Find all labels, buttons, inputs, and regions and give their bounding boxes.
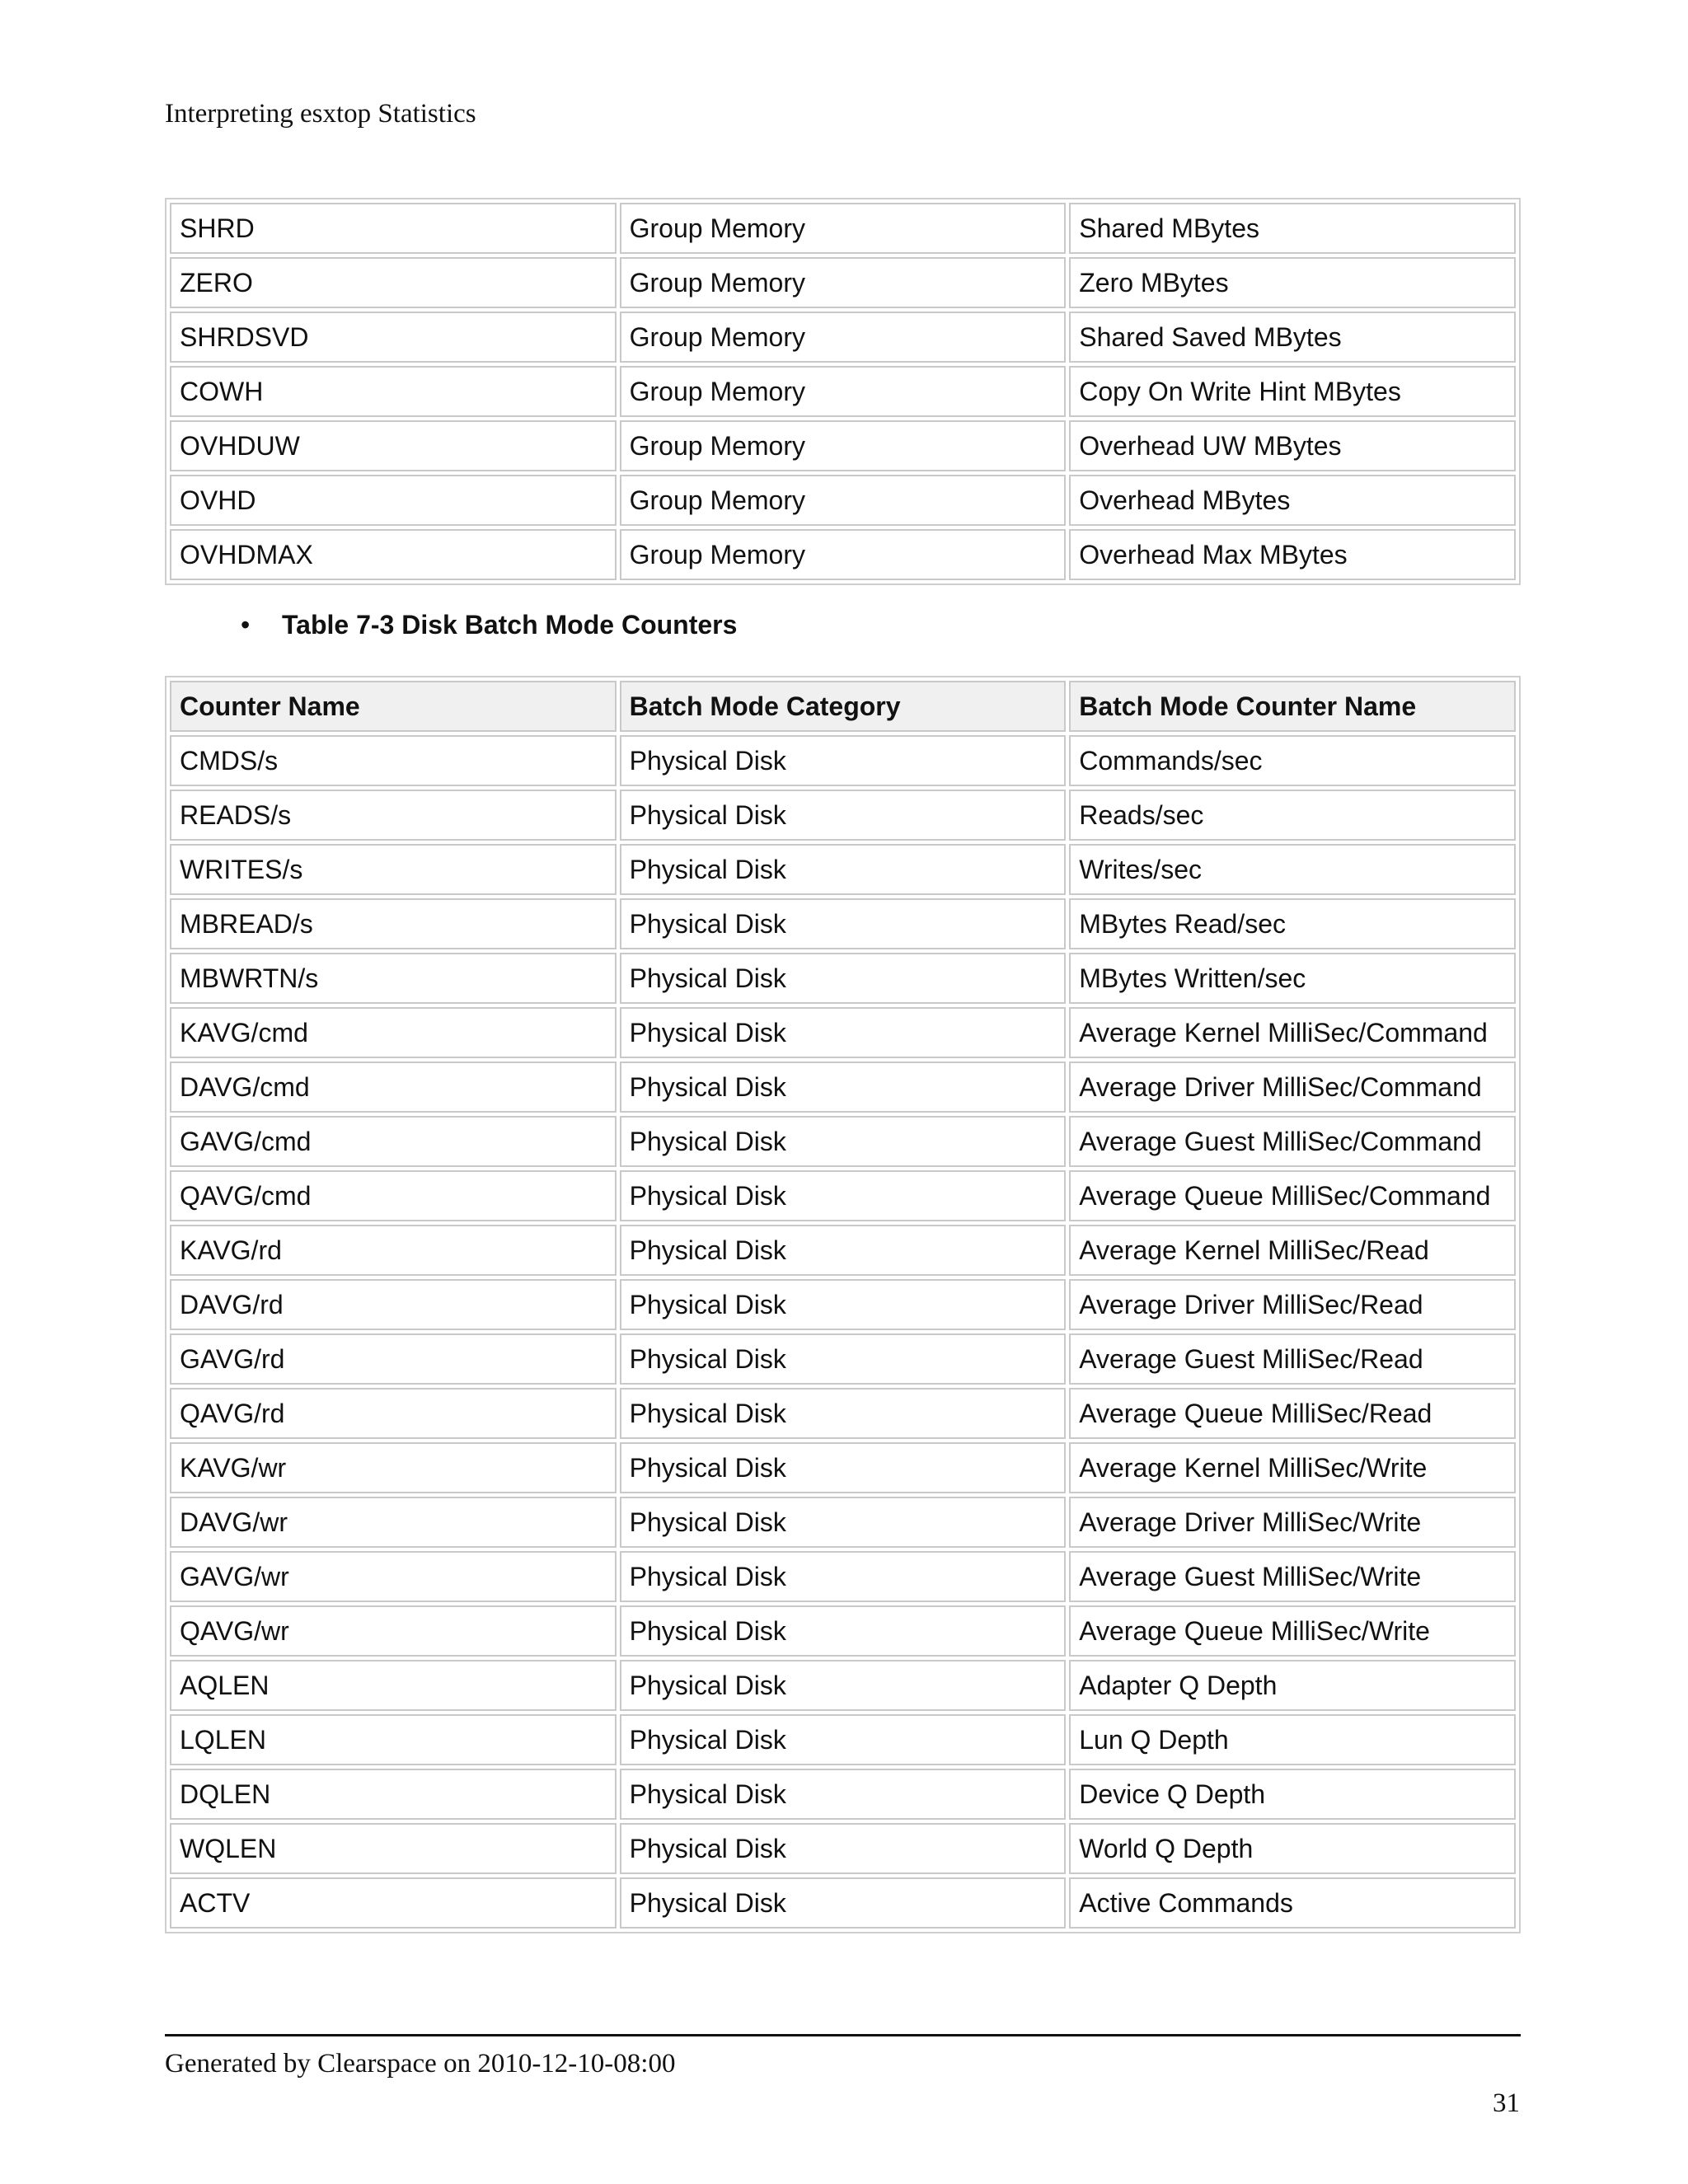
counter-name-cell: GAVG/rd: [170, 1333, 617, 1385]
counter-name-cell: OVHDMAX: [170, 529, 617, 580]
counter-name-cell: LQLEN: [170, 1714, 617, 1765]
footer-generated-text: Generated by Clearspace on 2010-12-10-08:00: [165, 2049, 676, 2079]
counter-description-cell: MBytes Written/sec: [1069, 953, 1516, 1004]
page-header-title: Interpreting esxtop Statistics: [165, 99, 476, 129]
counter-name-cell: SHRD: [170, 203, 617, 254]
counter-name-cell: DAVG/rd: [170, 1279, 617, 1330]
counter-name-cell: MBREAD/s: [170, 898, 617, 949]
category-cell: Physical Disk: [620, 1007, 1067, 1058]
table-row: [170, 1225, 1516, 1276]
counter-name-cell: WQLEN: [170, 1823, 617, 1874]
counter-name-cell: READS/s: [170, 790, 617, 841]
counter-name-cell: DAVG/cmd: [170, 1062, 617, 1113]
counter-description-cell: Adapter Q Depth: [1069, 1660, 1516, 1711]
table-row: [170, 1279, 1516, 1330]
category-cell: Physical Disk: [620, 1769, 1067, 1820]
counter-name-cell: MBWRTN/s: [170, 953, 617, 1004]
counter-description-cell: World Q Depth: [1069, 1823, 1516, 1874]
table-row: [170, 735, 1516, 786]
counter-description-cell: Zero MBytes: [1069, 257, 1516, 308]
table-row: [170, 1442, 1516, 1493]
table-row: [170, 1877, 1516, 1929]
counter-description-cell: Shared MBytes: [1069, 203, 1516, 254]
counter-description-cell: Average Guest MilliSec/Write: [1069, 1551, 1516, 1602]
counter-name-cell: CMDS/s: [170, 735, 617, 786]
disk-table-caption: [241, 608, 737, 641]
table-row: [170, 1823, 1516, 1874]
counter-name-cell: GAVG/wr: [170, 1551, 617, 1602]
table-row: [170, 1714, 1516, 1765]
table-row: [170, 1388, 1516, 1439]
counter-name-cell: KAVG/cmd: [170, 1007, 617, 1058]
counter-name-cell: OVHD: [170, 475, 617, 526]
table-row: [170, 366, 1516, 417]
table-row: [170, 953, 1516, 1004]
group-memory-table-body: [170, 203, 1516, 580]
table-row: [170, 1170, 1516, 1221]
table-row: [170, 1116, 1516, 1167]
table-row: [170, 1605, 1516, 1657]
counter-description-cell: Average Queue MilliSec/Command: [1069, 1170, 1516, 1221]
category-cell: Physical Disk: [620, 1116, 1067, 1167]
disk-table-head: [170, 681, 1516, 732]
category-cell: Physical Disk: [620, 735, 1067, 786]
category-cell: Group Memory: [620, 312, 1067, 363]
counter-name-cell: OVHDUW: [170, 420, 617, 471]
counter-description-cell: Average Kernel MilliSec/Write: [1069, 1442, 1516, 1493]
table-row: [170, 790, 1516, 841]
counter-name-cell: DAVG/wr: [170, 1497, 617, 1548]
category-cell: Physical Disk: [620, 1660, 1067, 1711]
disk-batch-mode-counters-table: [165, 676, 1521, 1933]
page-number: 31: [1493, 2088, 1520, 2118]
counter-name-cell: SHRDSVD: [170, 312, 617, 363]
counter-description-cell: Average Driver MilliSec/Write: [1069, 1497, 1516, 1548]
category-cell: Physical Disk: [620, 898, 1067, 949]
table-row: [170, 844, 1516, 895]
counter-name-cell: QAVG/rd: [170, 1388, 617, 1439]
caption-text: Table 7-3 Disk Batch Mode Counters: [282, 610, 738, 640]
counter-name-cell: QAVG/cmd: [170, 1170, 617, 1221]
category-cell: Physical Disk: [620, 1877, 1067, 1929]
category-cell: Physical Disk: [620, 1062, 1067, 1113]
category-cell: Physical Disk: [620, 1823, 1067, 1874]
category-cell: Physical Disk: [620, 1714, 1067, 1765]
category-cell: Physical Disk: [620, 1388, 1067, 1439]
counter-name-cell: GAVG/cmd: [170, 1116, 617, 1167]
counter-description-cell: Average Kernel MilliSec/Read: [1069, 1225, 1516, 1276]
counter-name-cell: DQLEN: [170, 1769, 617, 1820]
category-cell: Physical Disk: [620, 1170, 1067, 1221]
counter-description-cell: Average Kernel MilliSec/Command: [1069, 1007, 1516, 1058]
category-cell: Physical Disk: [620, 1497, 1067, 1548]
category-cell: Physical Disk: [620, 1225, 1067, 1276]
counter-name-cell: ACTV: [170, 1877, 617, 1929]
counter-description-cell: Commands/sec: [1069, 735, 1516, 786]
counter-description-cell: Overhead Max MBytes: [1069, 529, 1516, 580]
header-batch-mode-category: Batch Mode Category: [620, 681, 1067, 732]
counter-description-cell: Device Q Depth: [1069, 1769, 1516, 1820]
counter-description-cell: Writes/sec: [1069, 844, 1516, 895]
counter-description-cell: Active Commands: [1069, 1877, 1516, 1929]
counter-description-cell: Overhead MBytes: [1069, 475, 1516, 526]
category-cell: Group Memory: [620, 475, 1067, 526]
counter-name-cell: KAVG/wr: [170, 1442, 617, 1493]
counter-description-cell: Reads/sec: [1069, 790, 1516, 841]
counter-description-cell: Average Queue MilliSec/Write: [1069, 1605, 1516, 1657]
table-row: [170, 257, 1516, 308]
counter-name-cell: ZERO: [170, 257, 617, 308]
footer-divider: [165, 2034, 1521, 2036]
table-row: [170, 1551, 1516, 1602]
header-batch-mode-counter-name: Batch Mode Counter Name: [1069, 681, 1516, 732]
table-row: [170, 203, 1516, 254]
category-cell: Physical Disk: [620, 1333, 1067, 1385]
category-cell: Group Memory: [620, 203, 1067, 254]
category-cell: Group Memory: [620, 420, 1067, 471]
group-memory-table: [165, 198, 1521, 585]
category-cell: Physical Disk: [620, 953, 1067, 1004]
counter-name-cell: KAVG/rd: [170, 1225, 617, 1276]
counter-description-cell: Average Guest MilliSec/Read: [1069, 1333, 1516, 1385]
table-row: [170, 529, 1516, 580]
counter-description-cell: Copy On Write Hint MBytes: [1069, 366, 1516, 417]
counter-description-cell: Lun Q Depth: [1069, 1714, 1516, 1765]
counter-description-cell: Shared Saved MBytes: [1069, 312, 1516, 363]
counter-name-cell: WRITES/s: [170, 844, 617, 895]
table-row: [170, 1769, 1516, 1820]
category-cell: Physical Disk: [620, 790, 1067, 841]
category-cell: Group Memory: [620, 529, 1067, 580]
table-row: [170, 898, 1516, 949]
disk-table-body: [170, 735, 1516, 1929]
table-row: [170, 1660, 1516, 1711]
counter-name-cell: QAVG/wr: [170, 1605, 617, 1657]
table-row: [170, 1497, 1516, 1548]
category-cell: Physical Disk: [620, 1279, 1067, 1330]
counter-description-cell: Average Queue MilliSec/Read: [1069, 1388, 1516, 1439]
counter-description-cell: Average Driver MilliSec/Command: [1069, 1062, 1516, 1113]
table-row: [170, 1062, 1516, 1113]
category-cell: Physical Disk: [620, 1442, 1067, 1493]
counter-description-cell: Overhead UW MBytes: [1069, 420, 1516, 471]
caption-bullet: •: [241, 610, 251, 640]
counter-description-cell: Average Guest MilliSec/Command: [1069, 1116, 1516, 1167]
table-row: [170, 1333, 1516, 1385]
category-cell: Physical Disk: [620, 1605, 1067, 1657]
counter-name-cell: AQLEN: [170, 1660, 617, 1711]
category-cell: Physical Disk: [620, 844, 1067, 895]
counter-description-cell: Average Driver MilliSec/Read: [1069, 1279, 1516, 1330]
table-row: [170, 312, 1516, 363]
table-row: [170, 1007, 1516, 1058]
counter-name-cell: COWH: [170, 366, 617, 417]
category-cell: Group Memory: [620, 257, 1067, 308]
table-header-row: [170, 681, 1516, 732]
counter-description-cell: MBytes Read/sec: [1069, 898, 1516, 949]
table-row: [170, 475, 1516, 526]
table-row: [170, 420, 1516, 471]
category-cell: Group Memory: [620, 366, 1067, 417]
header-counter-name: Counter Name: [170, 681, 617, 732]
category-cell: Physical Disk: [620, 1551, 1067, 1602]
